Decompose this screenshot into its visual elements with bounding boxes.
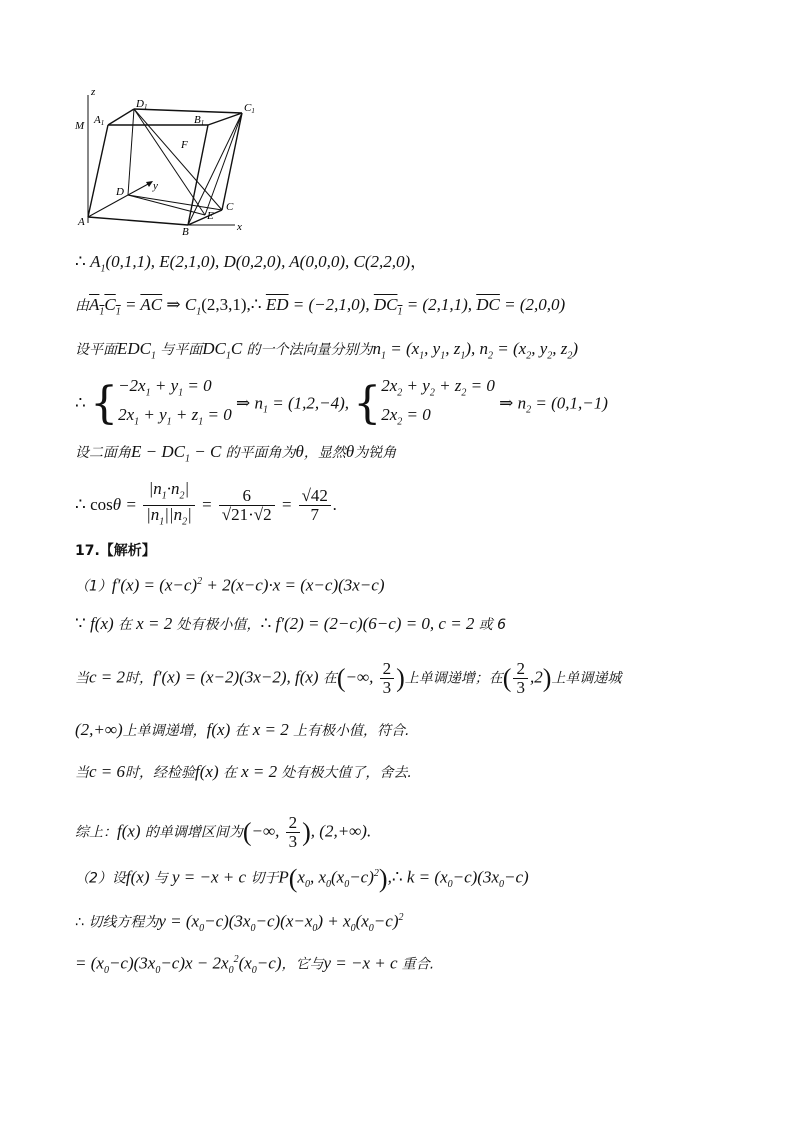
label-B1: B1 — [194, 114, 205, 127]
label-F: F — [181, 139, 188, 151]
label-C1: C1 — [244, 102, 255, 115]
label-E: E — [207, 210, 214, 222]
label-M: M — [75, 120, 85, 132]
equation-systems: ∴ {$-2x_1 + y_1 = 0$ $2x_1 + y_1 + z_1 = 0$ ⇒ $n_1 = (1,2,-4)$, {$2x_2 + y_2 + z_2 = 0$ $2x_2 = 0$ ⇒ $n_2 = (0,1,-1)$ — [75, 376, 608, 430]
dihedral-angle-line: 设二面角$E - DC_1 - C$ 的平面角为θ，显然θ为锐角 — [75, 442, 397, 465]
tangent-equation: ∴ 切线方程为$y = (x_0-c)(3x_0-c)(x-x_0) + x_0(x_0-c)^2$ — [75, 911, 404, 935]
label-C: C — [226, 201, 234, 213]
extremum-condition: ∵ f(x) 在 x = 2 处有极小值，∴ f′(2) = (2−c)(6−c) = 0, c = 2 或 6 — [75, 614, 507, 633]
case-c-equals-2: 当c = 2时，f′(x) = (x−2)(3x−2), f(x) 在(−∞, $\frac{2}{3}$ )上单调递增；在( $\frac{2}{3}$ ,2)上单调递城 — [75, 659, 622, 697]
label-B: B — [182, 226, 189, 235]
problem-17-heading: 17.【解析】 — [75, 543, 156, 559]
tangent-equation-expanded: = $(x_0-c)(3x_0-c)x - 2x_0^2(x_0-c)$，它与y = −x + c 重合. — [75, 953, 435, 977]
case-c-equals-6: 当c = 6时，经检验f(x) 在 x = 2 处有极大值了，舍去. — [75, 762, 412, 781]
label-D1: D1 — [136, 98, 148, 111]
coordinates-line: ∴ $A_1(0,1,1)$, E(2,1,0), D(0,2,0), A(0,0,0), C(2,2,0)， — [75, 252, 428, 275]
label-z: z — [91, 86, 96, 98]
case-c-equals-2-continued: (2,+∞)上单调递增，f(x) 在 x = 2 上有极小值，符合. — [75, 720, 410, 739]
label-x: x — [237, 221, 242, 233]
label-y: y — [153, 180, 158, 192]
vector-line: 由$A_1C_1 = \overline{AC}$ ⇒ $C_1(2,3,1),\therefore$ $\overline{ED} = (-2,1,0)$, $DC_1 = (2,1,1)$, $\overline{DC} = (2,0,0)$ — [75, 295, 566, 318]
cosine-result: ∴ cosθ = $\frac{|n_1\cdot n_2|}{|n_1||n_2|}$ = $\frac{6}{√21\cdot√2}$ = $\frac{√42}{7}$ . — [75, 479, 338, 528]
label-A: A — [78, 216, 85, 228]
summary-increasing-intervals: 综上：f(x) 的单调增区间为(−∞, $\frac{2}{3}$ ), (2,+∞). — [75, 813, 372, 851]
parallelepiped-figure — [70, 85, 270, 235]
derivative-line: $(1)f'(x) = (x-c)^2 + 2(x-c)\cdot x = (x-c)(3x-c)$ — [75, 575, 385, 595]
normal-vector-setup: 设平面$EDC_1$ 与平面$DC_1C$ 的一个法向量分别为$n_1 = (x_1$, $y_1$, $z_1$), $n_2 = (x_2$, $y_2$, $z_2$) — [75, 339, 579, 362]
part-2-tangent-setup: （2）设f(x) 与 y = −x + c 切于$P(x_0$, $x_0(x_0-c)^2),\therefore$ $k = (x_0-c)(3x_0-c)$ — [75, 863, 529, 893]
label-A1: A1 — [94, 114, 105, 127]
label-D: D — [116, 186, 124, 198]
